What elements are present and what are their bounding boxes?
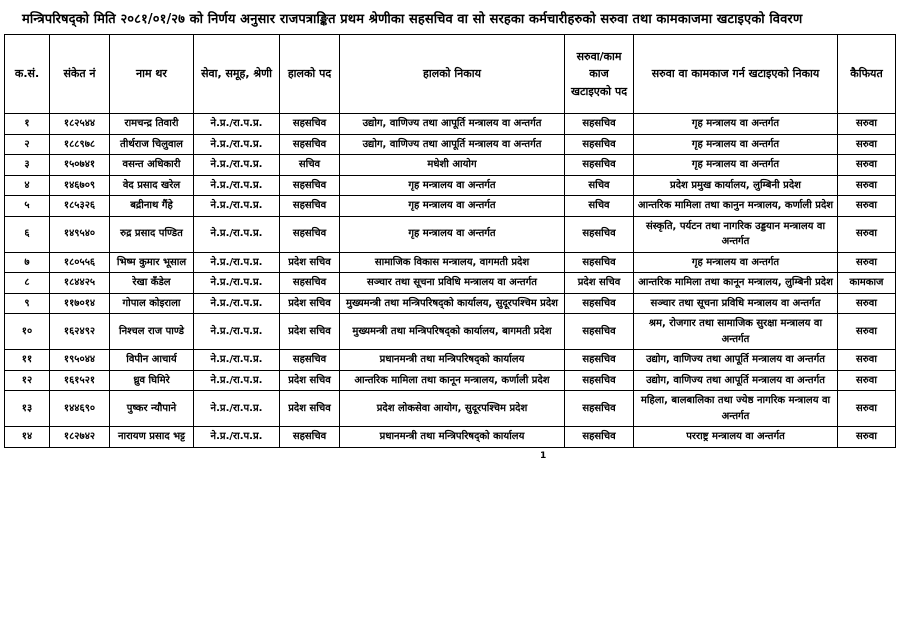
table-cell: सहसचिव — [565, 391, 634, 427]
table-cell: ने.प्र./रा.प.प्र. — [194, 350, 280, 371]
table-cell: सचिव — [280, 155, 340, 176]
table-cell: २ — [5, 134, 50, 155]
table-cell: सहसचिव — [565, 293, 634, 314]
table-cell: १९५०४४ — [50, 350, 110, 371]
table-cell: मधेशी आयोग — [340, 155, 565, 176]
table-cell: गृह मन्त्रालय वा अन्तर्गत — [634, 134, 838, 155]
table-row — [5, 216, 896, 252]
table-row — [5, 273, 896, 294]
table-header — [5, 35, 896, 114]
table-row — [5, 155, 896, 176]
table-cell: सामाजिक विकास मन्त्रालय, वागमती प्रदेश — [340, 252, 565, 273]
table-cell: सञ्चार तथा सूचना प्रविधि मन्त्रालय वा अन्तर्गत — [340, 273, 565, 294]
table-cell: सहसचिव — [565, 427, 634, 448]
table-cell: सरुवा — [838, 252, 896, 273]
table-cell: ध्रुव घिमिरे — [110, 370, 194, 391]
table-cell: उद्योग, वाणिज्य तथा आपूर्ति मन्त्रालय वा अन्तर्गत — [340, 134, 565, 155]
table-row — [5, 314, 896, 350]
table-cell: रामचन्द्र तिवारी — [110, 114, 194, 135]
page-number: 1 — [540, 450, 547, 461]
table-cell: सरुवा — [838, 391, 896, 427]
table-cell: १८२७४२ — [50, 427, 110, 448]
table-cell: ने.प्र./रा.प.प्र. — [194, 252, 280, 273]
table-cell: विपीन आचार्य — [110, 350, 194, 371]
table-cell: १८२५४४ — [50, 114, 110, 135]
table-cell: सहसचिव — [280, 350, 340, 371]
table-cell: परराष्ट्र मन्त्रालय वा अन्तर्गत — [634, 427, 838, 448]
table-cell: ने.प्र./रा.प.प्र. — [194, 370, 280, 391]
table-cell: ने.प्र./रा.प.प्र. — [194, 134, 280, 155]
table-cell: भिष्म कुमार भूसाल — [110, 252, 194, 273]
table-cell: उद्योग, वाणिज्य तथा आपूर्ति मन्त्रालय वा अन्तर्गत — [340, 114, 565, 135]
table-cell: प्रदेश सचिव — [280, 252, 340, 273]
table-cell: गृह मन्त्रालय वा अन्तर्गत — [634, 114, 838, 135]
table-cell: सरुवा — [838, 196, 896, 217]
table-cell: १८५३२६ — [50, 196, 110, 217]
table-cell: आन्तरिक मामिला तथा कानुन मन्त्रालय, कर्णाली प्रदेश — [634, 196, 838, 217]
table-cell: सहसचिव — [565, 314, 634, 350]
table-row — [5, 370, 896, 391]
table-cell: १३ — [5, 391, 50, 427]
table-cell: सञ्चार तथा सूचना प्रविधि मन्त्रालय वा अन्तर्गत — [634, 293, 838, 314]
column-header-assigned-agency: सरुवा वा कामकाज गर्न खटाइएको निकाय — [634, 35, 838, 114]
table-cell: १४४६९० — [50, 391, 110, 427]
table-cell: सरुवा — [838, 175, 896, 196]
column-header-code-no: संकेत नं — [50, 35, 110, 114]
table-cell: सहसचिव — [565, 155, 634, 176]
table-row — [5, 114, 896, 135]
table-cell: सहसचिव — [280, 216, 340, 252]
table-cell: ११७०१४ — [50, 293, 110, 314]
table-cell: प्रदेश प्रमुख कार्यालय, लुम्बिनी प्रदेश — [634, 175, 838, 196]
table-cell: सहसचिव — [565, 252, 634, 273]
table-cell: गृह मन्त्रालय वा अन्तर्गत — [340, 175, 565, 196]
table-cell: गोपाल कोइराला — [110, 293, 194, 314]
table-cell: ११ — [5, 350, 50, 371]
table-cell: श्रम, रोजगार तथा सामाजिक सुरक्षा मन्त्रालय वा अन्तर्गत — [634, 314, 838, 350]
column-header-sn: क.सं. — [5, 35, 50, 114]
table-cell: नारायण प्रसाद भट्ट — [110, 427, 194, 448]
table-cell: सहसचिव — [565, 134, 634, 155]
table-cell: उद्योग, वाणिज्य तथा आपूर्ति मन्त्रालय वा अन्तर्गत — [634, 350, 838, 371]
table-cell: सरुवा — [838, 370, 896, 391]
table-cell: सरुवा — [838, 134, 896, 155]
table-row — [5, 196, 896, 217]
table-cell: १८४४२५ — [50, 273, 110, 294]
table-cell: सहसचिव — [280, 273, 340, 294]
table-cell: सहसचिव — [280, 196, 340, 217]
table-cell: प्रधानमन्त्री तथा मन्त्रिपरिषद्को कार्यालय — [340, 427, 565, 448]
table-cell: प्रदेश सचिव — [565, 273, 634, 294]
table-cell: गृह मन्त्रालय वा अन्तर्गत — [634, 252, 838, 273]
table-cell: १८८९७८ — [50, 134, 110, 155]
table-cell: उद्योग, वाणिज्य तथा आपूर्ति मन्त्रालय वा अन्तर्गत — [634, 370, 838, 391]
table-cell: सहसचिव — [280, 114, 340, 135]
table-cell: सहसचिव — [565, 216, 634, 252]
table-cell: गृह मन्त्रालय वा अन्तर्गत — [634, 155, 838, 176]
table-cell: ने.प्र./रा.प.प्र. — [194, 216, 280, 252]
table-cell: संस्कृति, पर्यटन तथा नागरिक उड्डयान मन्त्रालय वा अन्तर्गत — [634, 216, 838, 252]
table-cell: प्रदेश सचिव — [280, 293, 340, 314]
column-header-name: नाम थर — [110, 35, 194, 114]
table-cell: ३ — [5, 155, 50, 176]
table-cell: सहसचिव — [280, 175, 340, 196]
table-cell: १४९५४० — [50, 216, 110, 252]
table-cell: ने.प्र./रा.प.प्र. — [194, 155, 280, 176]
table-cell: सचिव — [565, 196, 634, 217]
table-cell: ७ — [5, 252, 50, 273]
document-title: मन्त्रिपरिषद्को मिति २०८१/०१/२७ को निर्णय अनुसार राजपत्राङ्कित प्रथम श्रेणीका सहसचिव वा सो सरहका कर्मचारीहरुको सरुवा तथा कामकाजमा खटाइएको विवरण — [22, 12, 803, 27]
table-cell: १६१५२१ — [50, 370, 110, 391]
table-row — [5, 252, 896, 273]
table-cell: १८०५५६ — [50, 252, 110, 273]
table-cell: आन्तरिक मामिला तथा कानून मन्त्रालय, लुम्बिनी प्रदेश — [634, 273, 838, 294]
table-cell: प्रधानमन्त्री तथा मन्त्रिपरिषद्को कार्यालय — [340, 350, 565, 371]
column-header-service-group-class: सेवा, समूह, श्रेणी — [194, 35, 280, 114]
table-cell: रुद्र प्रसाद पण्डित — [110, 216, 194, 252]
table-cell: सरुवा — [838, 155, 896, 176]
table-cell: रेखा कँडेल — [110, 273, 194, 294]
table-cell: वसन्त अधिकारी — [110, 155, 194, 176]
table-cell: बद्रीनाथ गैंहे — [110, 196, 194, 217]
table-cell: सरुवा — [838, 293, 896, 314]
column-header-assigned-post: सरुवा/काम काज खटाइएको पद — [565, 35, 634, 114]
table-cell: सहसचिव — [565, 350, 634, 371]
table-cell: १ — [5, 114, 50, 135]
table-cell: प्रदेश सचिव — [280, 370, 340, 391]
table-row — [5, 134, 896, 155]
table-body — [5, 114, 896, 448]
table-cell: कामकाज — [838, 273, 896, 294]
table-cell: ४ — [5, 175, 50, 196]
table-cell: १५०७४१ — [50, 155, 110, 176]
column-header-current-post: हालको पद — [280, 35, 340, 114]
table-cell: आन्तरिक मामिला तथा कानून मन्त्रालय, कर्णाली प्रदेश — [340, 370, 565, 391]
table-cell: १२ — [5, 370, 50, 391]
table-cell: १४६७०९ — [50, 175, 110, 196]
table-cell: मुख्यमन्त्री तथा मन्त्रिपरिषद्को कार्यालय, बागमती प्रदेश — [340, 314, 565, 350]
table-cell: गृह मन्त्रालय वा अन्तर्गत — [340, 216, 565, 252]
table-cell: ६ — [5, 216, 50, 252]
table-cell: प्रदेश सचिव — [280, 391, 340, 427]
table-cell: १६२४९२ — [50, 314, 110, 350]
table-cell: सहसचिव — [280, 427, 340, 448]
table-cell: ९ — [5, 293, 50, 314]
table-cell: १० — [5, 314, 50, 350]
table-cell: सहसचिव — [565, 114, 634, 135]
table-cell: सरुवा — [838, 114, 896, 135]
table-cell: सरुवा — [838, 350, 896, 371]
table-row — [5, 427, 896, 448]
header-row — [5, 35, 896, 114]
column-header-current-agency: हालको निकाय — [340, 35, 565, 114]
table-row — [5, 293, 896, 314]
table-cell: ने.प्र./रा.प.प्र. — [194, 175, 280, 196]
table-cell: सरुवा — [838, 314, 896, 350]
table-cell: सहसचिव — [565, 370, 634, 391]
table-cell: प्रदेश लोकसेवा आयोग, सुदूरपश्चिम प्रदेश — [340, 391, 565, 427]
table-cell: ने.प्र./रा.प.प्र. — [194, 196, 280, 217]
table-cell: सचिव — [565, 175, 634, 196]
table-cell: ने.प्र./रा.प.प्र. — [194, 114, 280, 135]
table-cell: ने.प्र./रा.प.प्र. — [194, 273, 280, 294]
table-cell: ५ — [5, 196, 50, 217]
table-cell: महिला, बालबालिका तथा ज्येष्ठ नागरिक मन्त्रालय वा अन्तर्गत — [634, 391, 838, 427]
table-cell: निश्चल राज पाण्डे — [110, 314, 194, 350]
table-cell: सरुवा — [838, 427, 896, 448]
table-cell: ने.प्र./रा.प.प्र. — [194, 314, 280, 350]
table-cell: सहसचिव — [280, 134, 340, 155]
table-row — [5, 175, 896, 196]
table-cell: ने.प्र./रा.प.प्र. — [194, 391, 280, 427]
table-cell: १४ — [5, 427, 50, 448]
table-cell: पुष्कर न्यौपाने — [110, 391, 194, 427]
table-cell: तीर्थराज चिलुवाल — [110, 134, 194, 155]
table-cell: प्रदेश सचिव — [280, 314, 340, 350]
table-cell: गृह मन्त्रालय वा अन्तर्गत — [340, 196, 565, 217]
table-cell: ने.प्र./रा.प.प्र. — [194, 293, 280, 314]
column-header-remarks: कैफियत — [838, 35, 896, 114]
table-cell: वेद प्रसाद खरेल — [110, 175, 194, 196]
table-cell: ८ — [5, 273, 50, 294]
table-cell: मुख्यमन्त्री तथा मन्त्रिपरिषद्को कार्यालय, सुदूरपश्चिम प्रदेश — [340, 293, 565, 314]
transfer-details-table — [4, 34, 896, 448]
table-row — [5, 391, 896, 427]
table-row — [5, 350, 896, 371]
table-cell: सरुवा — [838, 216, 896, 252]
table-cell: ने.प्र./रा.प.प्र. — [194, 427, 280, 448]
